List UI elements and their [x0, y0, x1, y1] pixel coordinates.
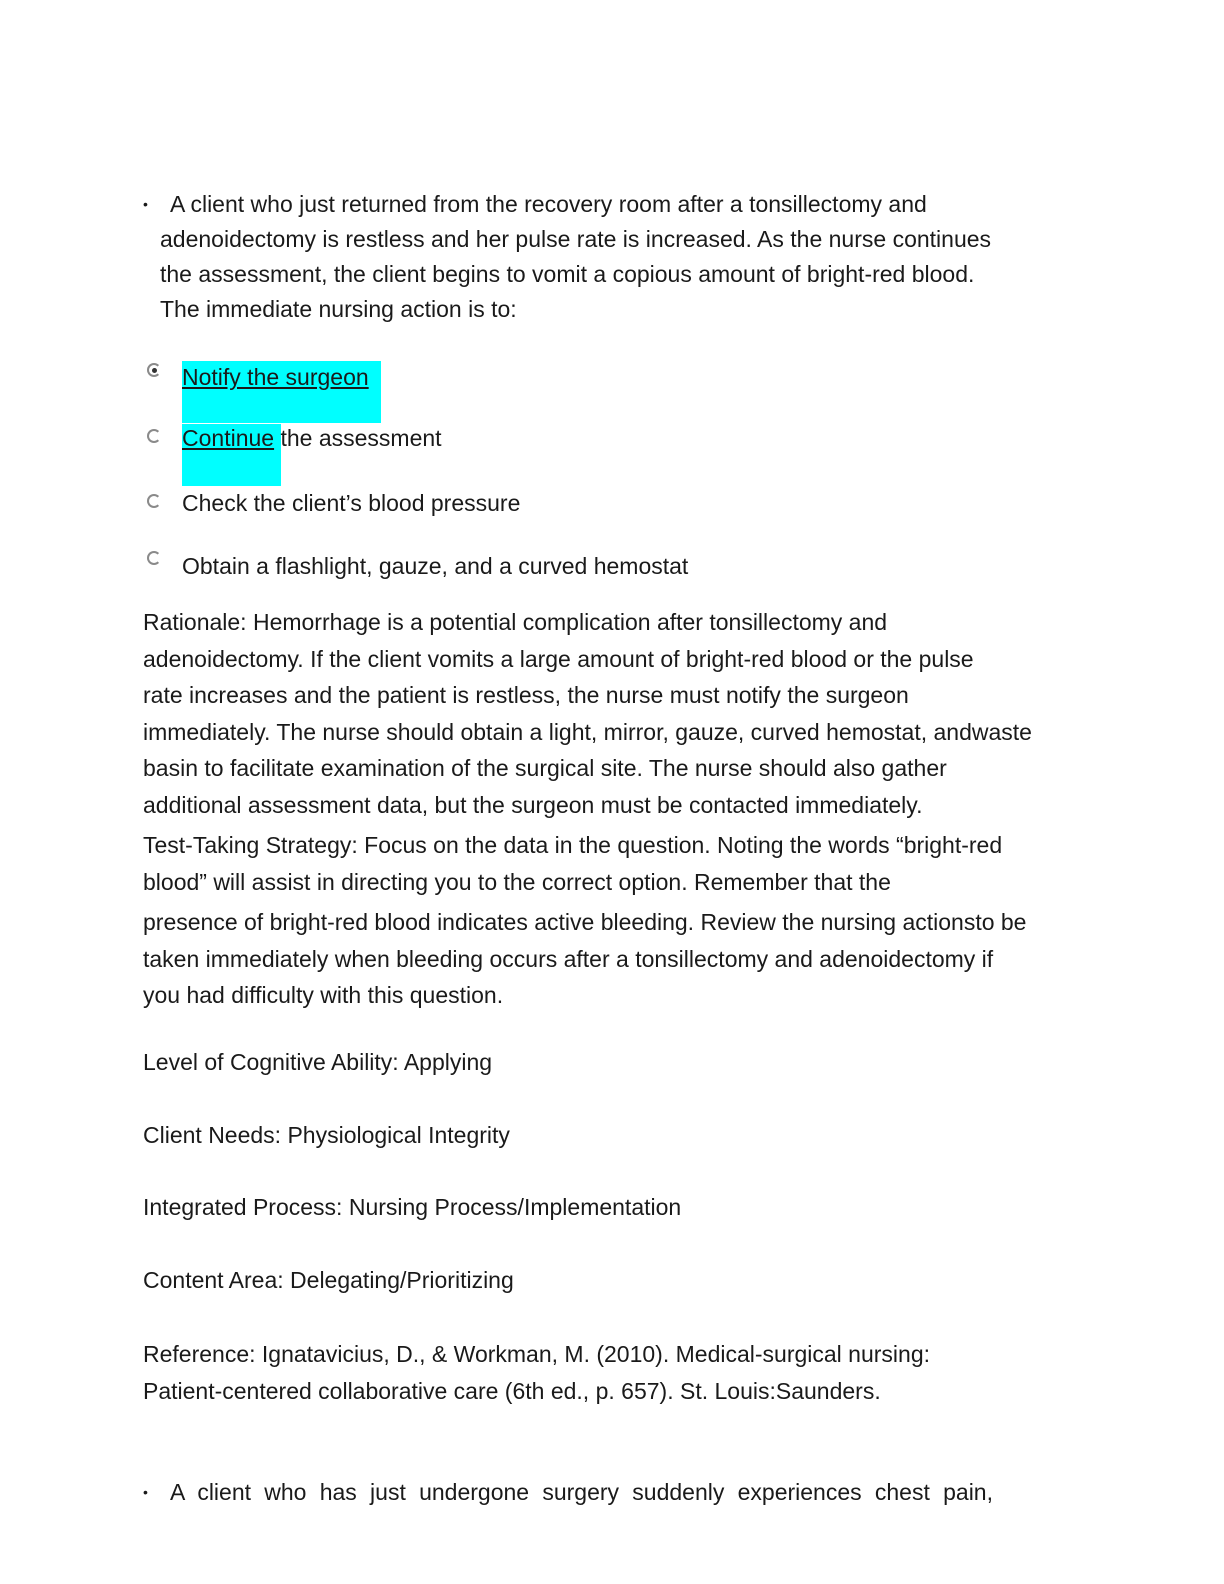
cognitive-level: Level of Cognitive Ability: Applying: [143, 1049, 493, 1075]
option-2-label[interactable]: [182, 423, 442, 453]
strategy-line: presence of bright-red blood indicates active bleeding. Review the nursing actionsto be: [143, 909, 1027, 935]
strategy-paragraph-continued: [143, 904, 1026, 1014]
question-bullet: •: [143, 1484, 148, 1500]
option-4-label[interactable]: [182, 551, 688, 581]
rationale-line: adenoidectomy. If the client vomits a large amount of bright-red blood or the pulse: [143, 645, 974, 672]
client-needs: Client Needs: Physiological Integrity: [143, 1122, 510, 1148]
rationale-line: immediately. The nurse should obtain a light, mirror, gauze, curved hemostat, andwaste: [143, 718, 1032, 745]
option-1-label[interactable]: [182, 362, 369, 392]
strategy-line: blood” will assist in directing you to the correct option. Remember that the: [143, 868, 891, 895]
option-text: Obtain a flashlight, gauze, and a curved hemostat: [182, 553, 689, 579]
option-text: Check the client’s blood pressure: [182, 490, 521, 516]
strategy-line: Test-Taking Strategy: Focus on the data in the question. Noting the words “bright-red: [143, 832, 1003, 858]
rationale-line: rate increases and the patient is restless, the nurse must notify the surgeon: [143, 682, 909, 708]
strategy-paragraph: [143, 827, 1002, 900]
question-bullet: •: [143, 196, 148, 212]
reference: [143, 1336, 930, 1409]
rationale-line: Rationale: Hemorrhage is a potential complication after tonsillectomy and: [143, 609, 888, 635]
rationale-line: additional assessment data, but the surgeon must be contacted immediately.: [143, 791, 923, 818]
question-line: the assessment, the client begins to vomit a copious amount of bright-red blood.: [160, 261, 975, 287]
integrated-process: Integrated Process: Nursing Process/Implementation: [143, 1194, 682, 1220]
strategy-line: you had difficulty with this question.: [143, 982, 504, 1008]
reference-line: Patient-centered collaborative care (6th ed., p. 657). St. Louis:Saunders.: [143, 1377, 881, 1404]
reference-line: Reference: Ignatavicius, D., & Workman, M. (2010). Medical-surgical nursing:: [143, 1341, 930, 1367]
question-line: The immediate nursing action is to:: [160, 296, 517, 322]
rationale-paragraph: [143, 604, 1032, 823]
question-stem: [160, 187, 991, 327]
content-area: Content Area: Delegating/Prioritizing: [143, 1267, 514, 1293]
radio-option-4[interactable]: [147, 551, 161, 565]
highlighted-text: Notify the surgeon: [182, 364, 369, 390]
strategy-line: taken immediately when bleeding occurs after a tonsillectomy and adenoidectomy if: [143, 945, 994, 972]
radio-option-3[interactable]: [147, 494, 161, 508]
rationale-line: basin to facilitate examination of the surgical site. The nurse should also gather: [143, 755, 947, 781]
option-3-label[interactable]: [182, 488, 520, 518]
question-line: A client who just returned from the recovery room after a tonsillectomy and: [170, 191, 927, 217]
question-2-stem: A client who has just undergone surgery suddenly experiences chest pain,: [170, 1479, 993, 1505]
highlighted-text: Continue: [182, 425, 275, 451]
option-text: the assessment: [274, 425, 442, 451]
question-line: adenoidectomy is restless and her pulse rate is increased. As the nurse continues: [160, 226, 992, 252]
radio-option-1[interactable]: [147, 363, 161, 377]
radio-option-2[interactable]: [147, 429, 161, 443]
